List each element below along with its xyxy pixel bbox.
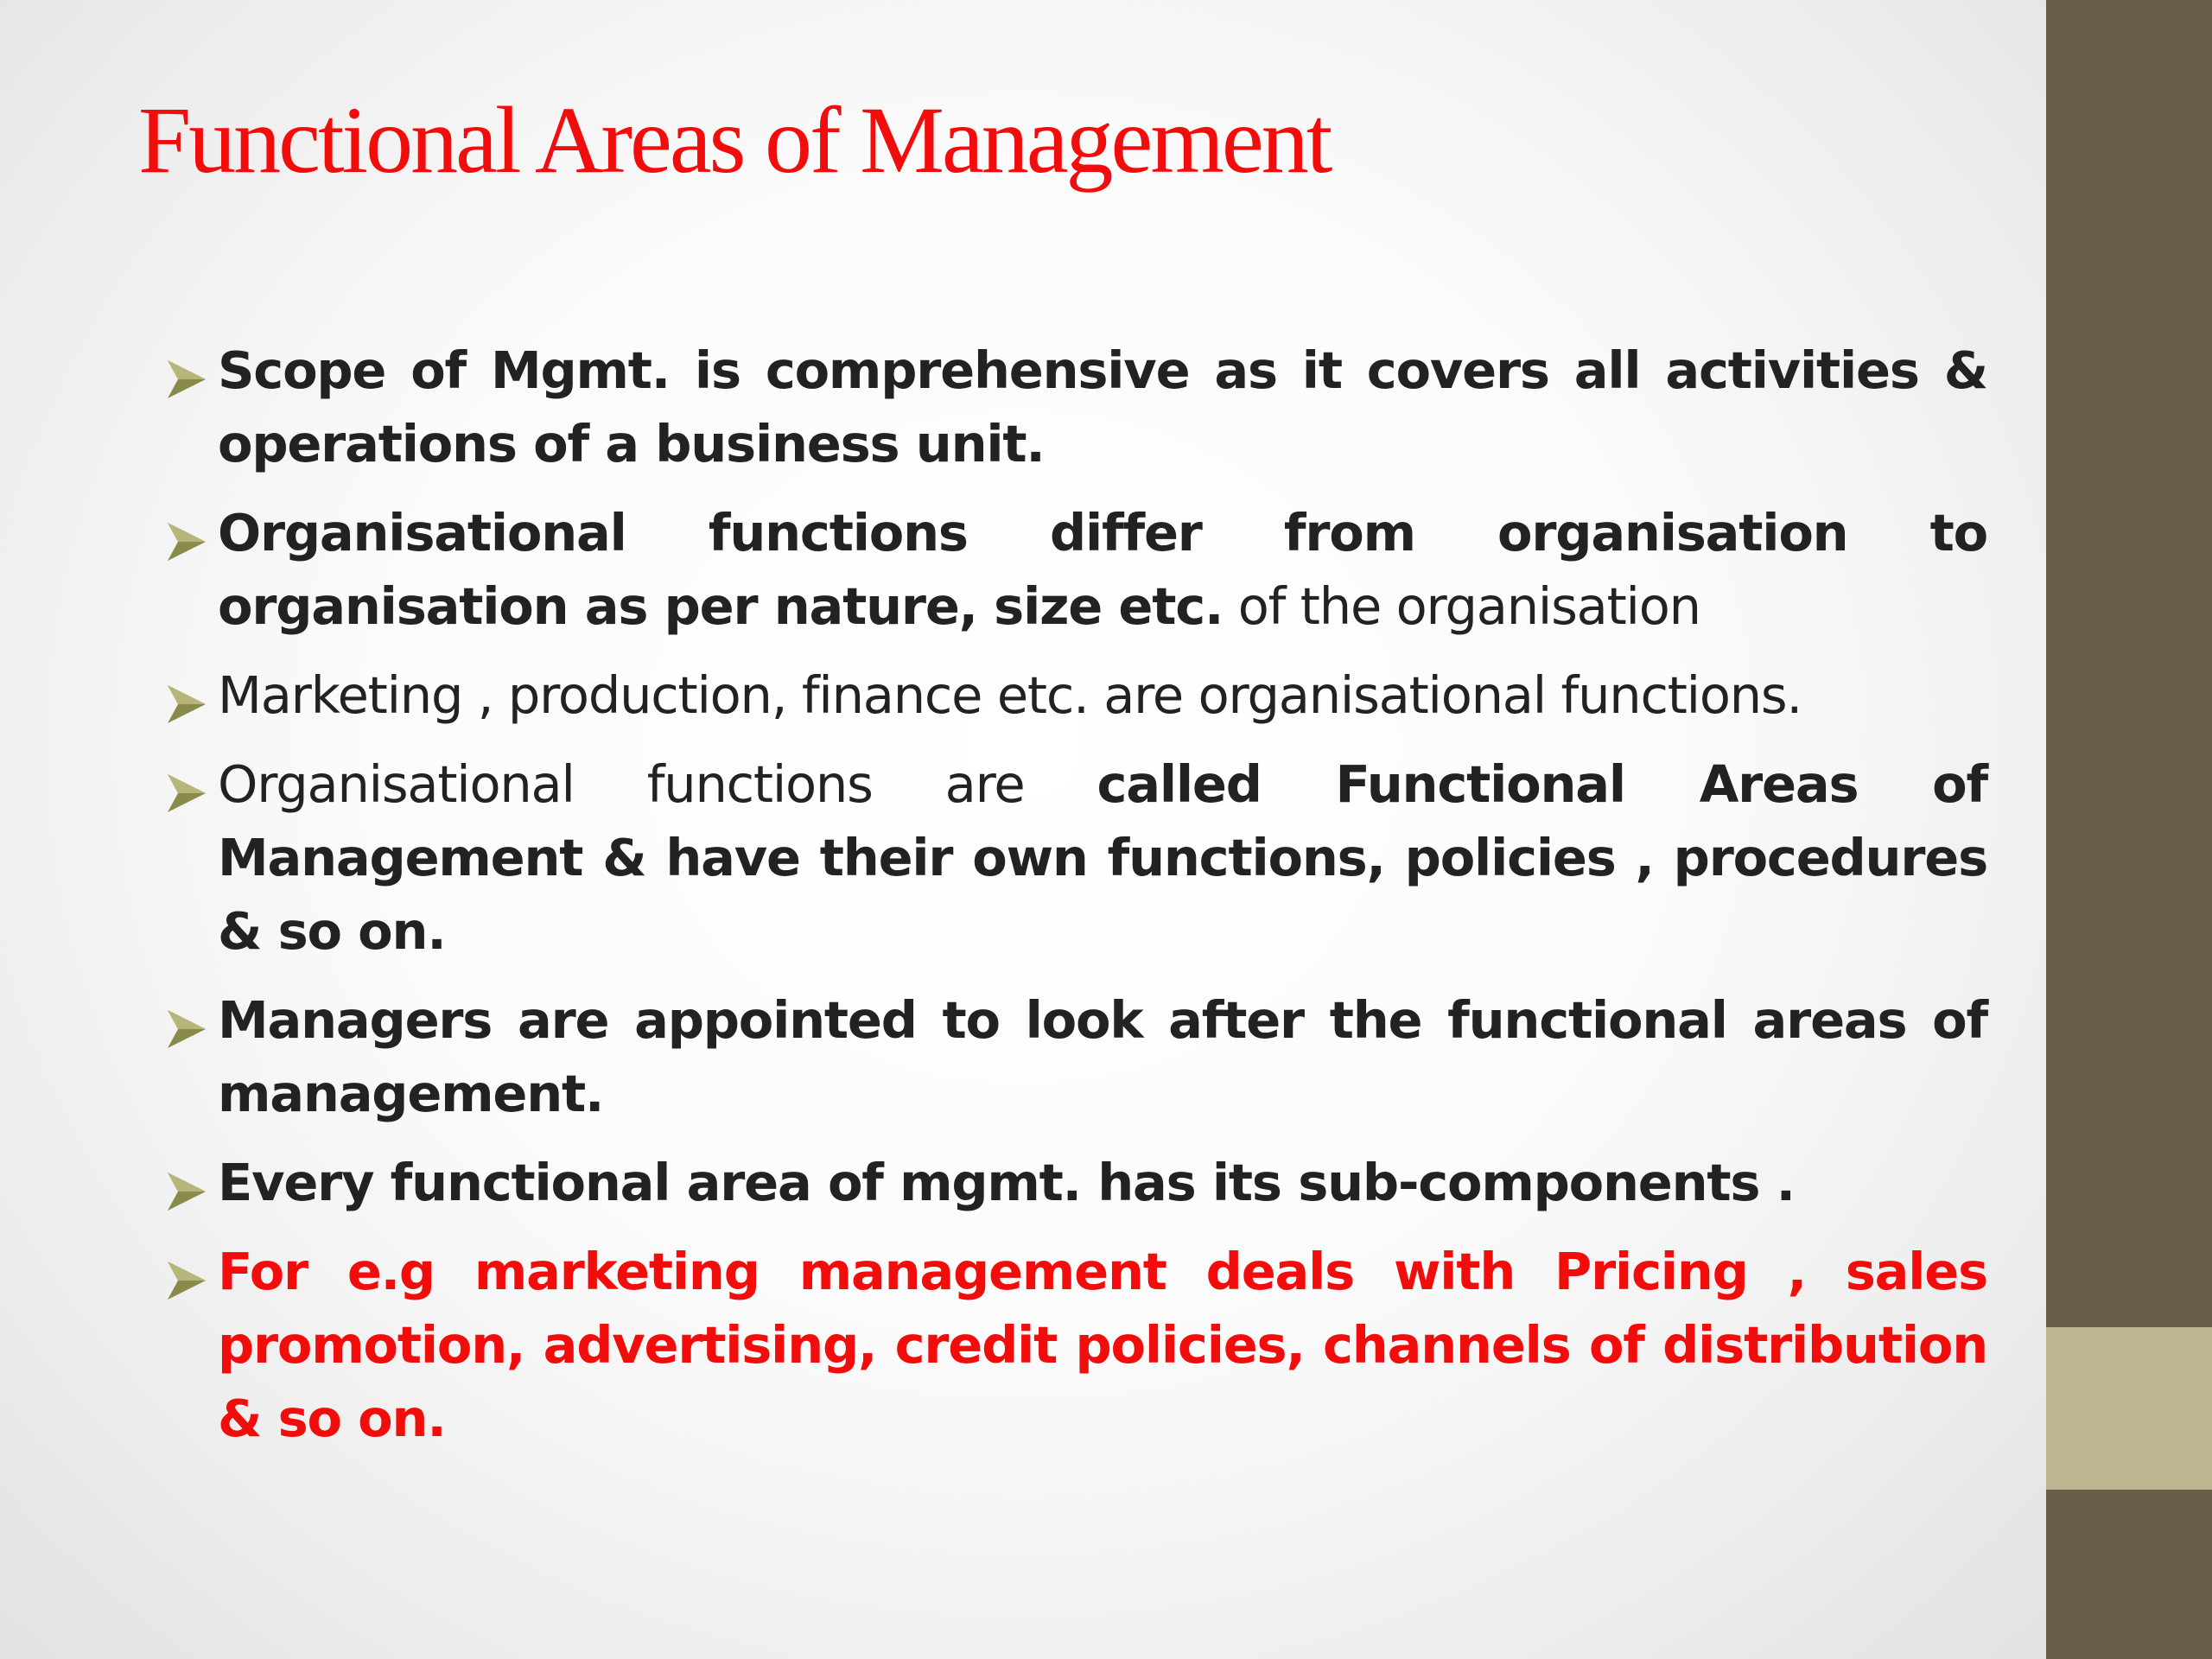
arrow-bullet-icon: [164, 761, 209, 806]
bullet-text: Organisational functions are: [218, 754, 1097, 814]
bullet-list: [164, 334, 1987, 1471]
arrow-bullet-icon: [164, 347, 209, 392]
sidebar-accent-block: [2046, 1327, 2212, 1490]
arrow-bullet-icon: [164, 510, 209, 555]
bullet-item: [164, 1146, 1987, 1219]
bullet-text: of the organisation: [1223, 576, 1700, 636]
bullet-text: Organisational functions differ from organisation to organisation as per nature, size etc.: [218, 503, 1987, 636]
arrow-bullet-icon: [164, 672, 209, 717]
bullet-item: [164, 747, 1987, 968]
arrow-bullet-icon: [164, 997, 209, 1042]
bullet-text: called Functional Areas of Management & have their own functions, policies , procedures & so on.: [218, 754, 1987, 961]
bullet-item: [164, 334, 1987, 480]
bullet-text: Marketing , production, finance etc. are organisational functions.: [218, 665, 1802, 725]
bullet-item: [164, 658, 1987, 732]
bullet-text: Every functional area of mgmt. has its sub-components .: [218, 1153, 1795, 1212]
bullet-text: For e.g marketing management deals with Pricing , sales promotion, advertising, credit policies, channels of distribution & so on.: [218, 1242, 1987, 1448]
bullet-item: [164, 1235, 1987, 1455]
arrow-bullet-icon: [164, 1249, 209, 1294]
bullet-text: Scope of Mgmt. is comprehensive as it covers all activities & operations of a business unit.: [218, 340, 1987, 474]
bullet-item: [164, 496, 1987, 643]
bullet-text: Managers are appointed to look after the functional areas of management.: [218, 990, 1987, 1123]
slide-title: Functional Areas of Management: [138, 87, 1331, 193]
bullet-item: [164, 983, 1987, 1130]
arrow-bullet-icon: [164, 1160, 209, 1205]
